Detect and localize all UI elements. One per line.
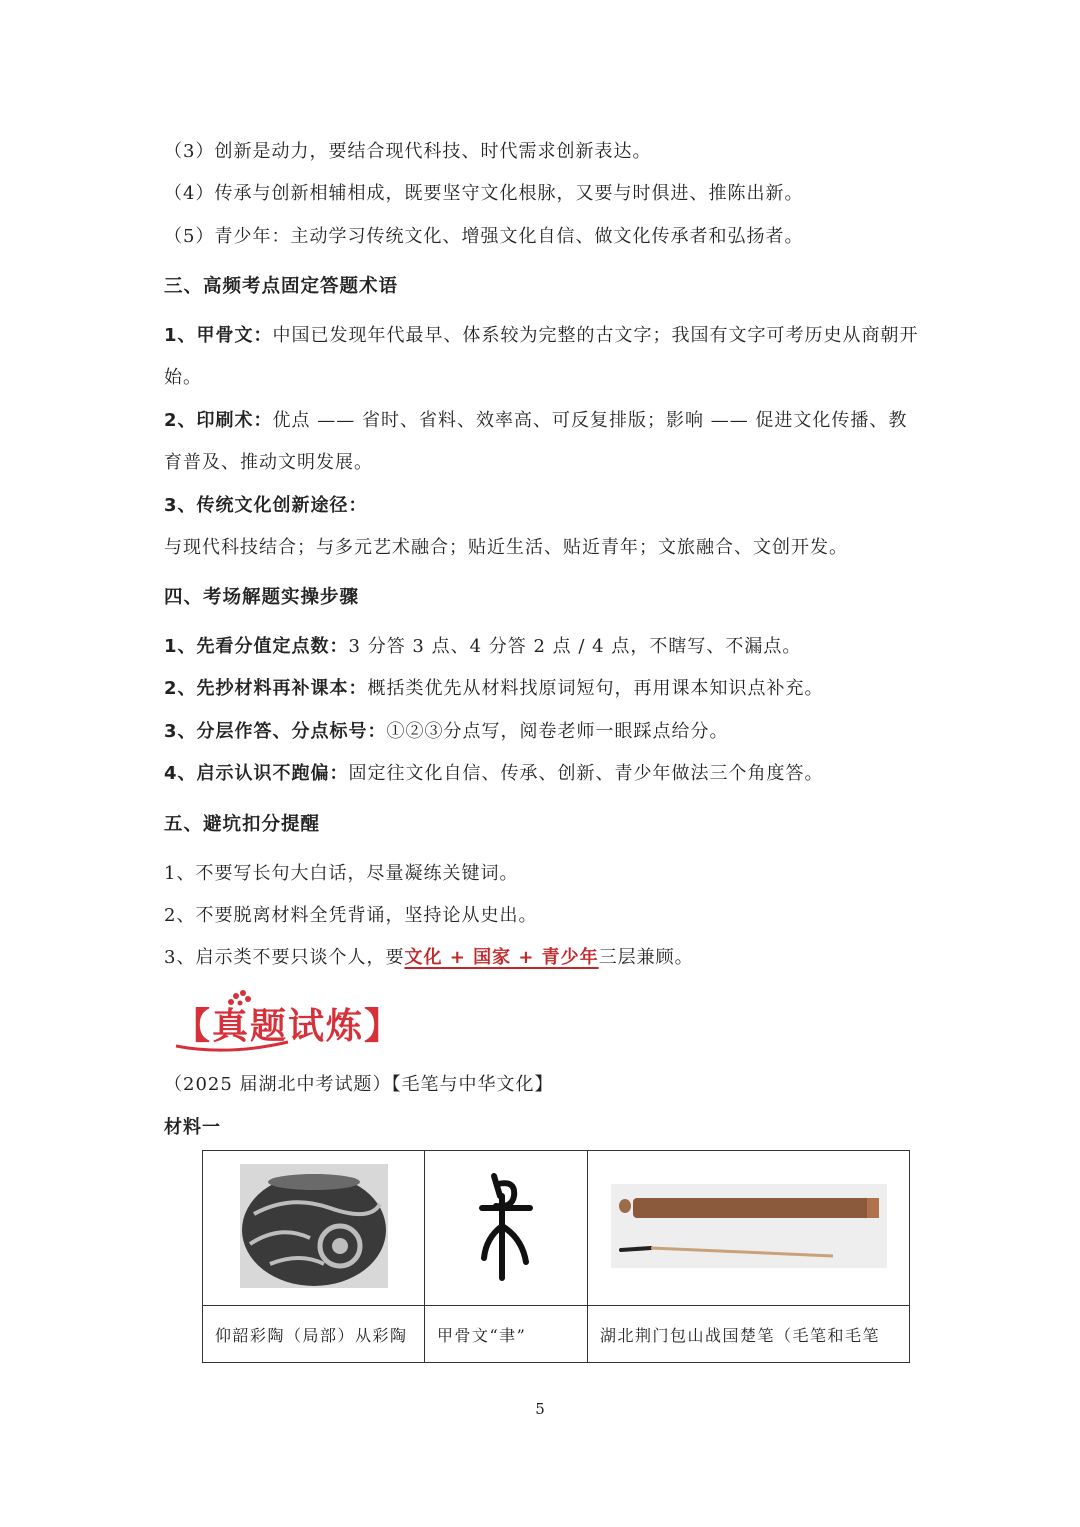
section4-item-2 [164,677,824,701]
point-3: （3）创新是动力，要结合现代科技、时代需求创新表达。 [164,141,652,162]
section4-heading: 四、考场解题实操步骤 [164,587,360,608]
banner-title: 【真题试炼】 [174,1006,403,1047]
painted-pottery-image [240,1164,388,1288]
item-text: 3、启示类不要只谈个人，要 [164,947,405,968]
section3-item-1 [164,324,919,348]
table-caption: 仰韶彩陶（局部）从彩陶 [203,1306,425,1363]
page-number: 5 [535,1400,545,1418]
section5-item-2: 2、不要脱离材料全凭背诵，坚持论从史出。 [164,905,538,926]
section4-item-3 [164,720,729,744]
item-text: ①②③分点写，阅卷老师一眼踩点给分。 [386,721,729,742]
point-5: （5）青少年：主动学习传统文化、增强文化自信、做文化传承者和弘扬者。 [164,226,804,247]
chu-brush-image [611,1184,887,1268]
item-text: 优点 —— 省时、省料、效率高、可反复排版；影响 —— 促进文化传播、教 [272,410,908,431]
material-label: 材料一 [164,1117,221,1138]
section3-item-2-cont: 育普及、推动文明发展。 [164,452,373,473]
section3-item-1-cont: 始。 [164,367,202,388]
item-text: 3 分答 3 点、4 分答 2 点 / 4 点，不瞎写、不漏点。 [348,636,802,657]
oracle-bone-character-image [476,1166,536,1286]
material-table [202,1150,910,1363]
practice-banner [168,990,403,1060]
item-label: 1、甲骨文： [164,325,273,346]
table-caption: 湖北荆门包山战国楚笔（毛笔和毛笔 [588,1306,910,1363]
item-label: 2、先抄材料再补课本： [164,678,368,699]
pottery-image-cell [203,1151,425,1306]
item-label: 3、传统文化创新途径： [164,495,368,516]
section3-heading: 三、高频考点固定答题术语 [164,276,399,297]
item-text: 固定往文化自信、传承、创新、青少年做法三个角度答。 [348,763,824,784]
section4-item-1 [164,635,801,659]
brush-image-cell [588,1151,910,1306]
section3-item-2 [164,409,907,433]
item-label: 4、启示认识不跑偏： [164,763,349,784]
item-label: 1、先看分值定点数： [164,636,349,657]
section3-item-3 [164,494,368,518]
item-text: 概括类优先从材料找原词短句，再用课本知识点补充。 [367,678,824,699]
oracle-character-cell [425,1151,588,1306]
table-caption: 甲骨文“聿” [425,1306,588,1363]
item-label: 3、分层作答、分点标号： [164,721,387,742]
section5-heading: 五、避坑扣分提醒 [164,814,321,835]
point-4: （4）传承与创新相辅相成，既要坚守文化根脉，又要与时俱进、推陈出新。 [164,183,804,204]
exam-title: （2025 届湖北中考试题）【毛笔与中华文化】 [164,1074,554,1095]
highlight-text: 文化 + 国家 + 青少年 [404,947,599,968]
item-label: 2、印刷术： [164,410,273,431]
section3-item-3-cont: 与现代科技结合；与多元艺术融合；贴近生活、贴近青年；文旅融合、文创开发。 [164,537,848,558]
section4-item-4 [164,762,824,786]
section5-item-3 [164,946,694,970]
item-text-end: 三层兼顾。 [598,947,694,968]
item-text: 中国已发现年代最早、体系较为完整的古文字；我国有文字可考历史从商朝开 [272,325,919,346]
section5-item-1: 1、不要写长句大白话，尽量凝练关键词。 [164,863,519,884]
